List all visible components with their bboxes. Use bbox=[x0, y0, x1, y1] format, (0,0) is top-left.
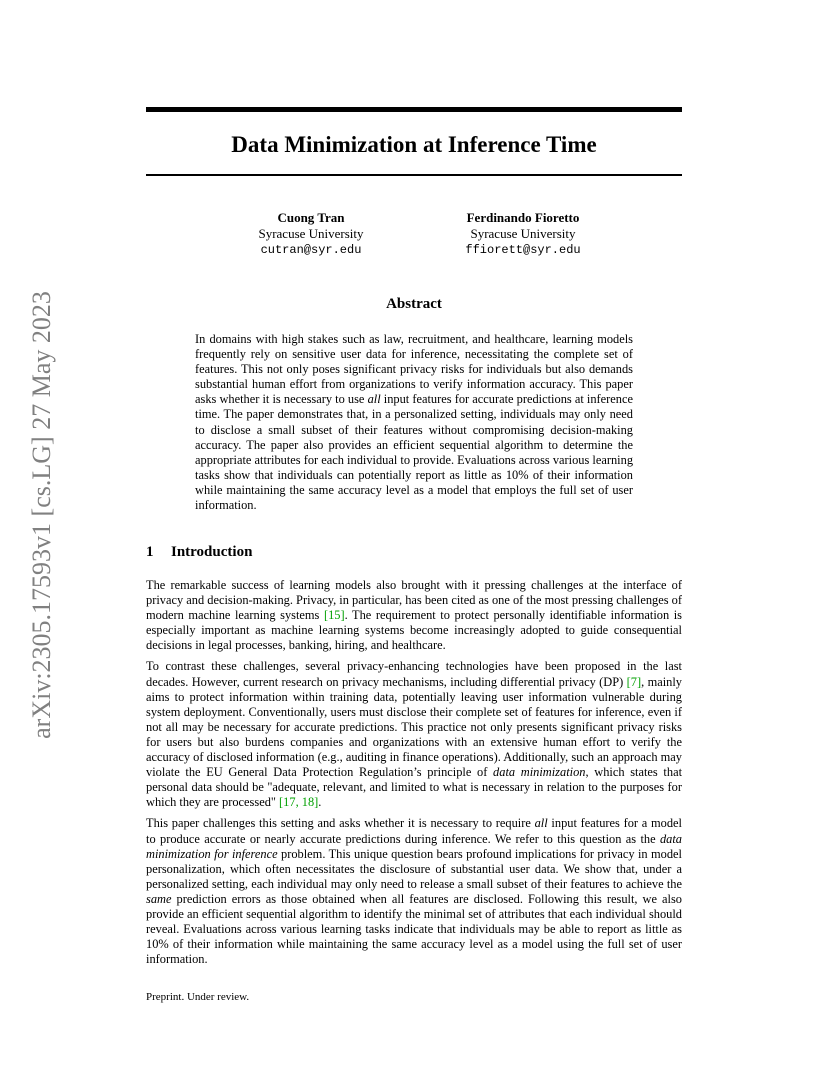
abstract-text bbox=[195, 332, 633, 513]
citation-link[interactable]: [15] bbox=[323, 608, 345, 623]
paper-title: Data Minimization at Inference Time bbox=[231, 132, 597, 157]
text-segment: . The requirement to protect personally identifiable information is especially important as machine learning systems become increasingly adopted to guide consequential decisions in legal processes, banking, hiring, and healthcare. bbox=[146, 608, 682, 653]
arxiv-identifier: arXiv:2305.17593v1 [cs.LG] 27 May 2023 bbox=[27, 291, 56, 739]
text-segment: prediction errors as those obtained when all features are disclosed. Following this result, we also provide an efficient sequential algorithm to identify the minimal set of attributes that each individual should reveal. Evaluations across various learning tasks indicate that individuals may be able to report as little as 10% of their information while maintaining the same accuracy level as a model using the full set of user information. bbox=[146, 891, 682, 967]
text-segment: input features for a model to produce accurate or nearly accurate predictions during inference. We refer to this question as the bbox=[146, 816, 682, 846]
arxiv-sidebar bbox=[22, 270, 62, 760]
paragraph bbox=[146, 578, 682, 653]
author-block bbox=[438, 210, 608, 258]
body-text bbox=[146, 578, 682, 973]
text-segment: To contrast these challenges, several privacy-enhancing technologies have been proposed in the last decades. However, current research on privacy mechanisms, including differential privacy (DP) bbox=[146, 659, 682, 689]
paragraph bbox=[146, 659, 682, 810]
text-segment: problem. This unique question bears profound implications for privacy in model personalization, which often necessitates the disclosure of substantial user data. We show that, under a personalized setting, each individual may only need to release a small subset of their features to achieve the bbox=[146, 846, 682, 891]
author-block bbox=[226, 210, 396, 258]
text-emphasis: data minimization bbox=[493, 765, 586, 780]
abstract-emphasis: all bbox=[367, 392, 381, 407]
author-name: Ferdinando Fioretto bbox=[466, 210, 580, 225]
author-affiliation: Syracuse University bbox=[258, 226, 364, 241]
text-emphasis: data minimization for inference bbox=[146, 831, 682, 861]
abstract-segment: input features for accurate predictions at inference time. The paper demonstrates that, in a personalized setting, individuals may only need to disclose a small subset of their features without compromising decision-making accuracy. The paper also provides an efficient sequential algorithm to determine the appropriate attributes for each individual to provide. Evaluations across various learning tasks show that individuals can potentially report as little as 10% of their information while maintaining the same accuracy level as a model that employs the full set of user information. bbox=[195, 392, 634, 513]
title-bottom-rule bbox=[146, 174, 682, 176]
text-segment: . bbox=[318, 795, 322, 810]
author-email: cutran@syr.edu bbox=[260, 243, 362, 257]
abstract-segment: In domains with high stakes such as law, recruitment, and healthcare, learning models frequently rely on sensitive user data for inference, necessitating the complete set of features. This not only poses significant privacy risks for individuals but also demands substantial human effort from organizations to verify information accuracy. This paper asks whether it is necessary to use bbox=[195, 332, 633, 407]
text-segment: This paper challenges this setting and asks whether it is necessary to require bbox=[146, 816, 535, 831]
section-number: 1 bbox=[146, 544, 154, 560]
author-email: ffiorett@syr.edu bbox=[465, 243, 581, 257]
text-segment: , which states that personal data should be "adequate, relevant, and limited to what is necessary in relation to the purposes for which they are processed" bbox=[146, 765, 683, 810]
footer-note: Preprint. Under review. bbox=[146, 991, 250, 1003]
text-segment: The remarkable success of learning models also brought with it pressing challenges at the interface of privacy and decision-making. Privacy, in particular, has been cited as one of the most pressing challenges of modern machine learning systems bbox=[146, 578, 682, 623]
text-emphasis: same bbox=[146, 891, 172, 906]
section-heading bbox=[146, 542, 252, 562]
section-title: Introduction bbox=[171, 544, 253, 560]
text-emphasis: all bbox=[534, 816, 548, 831]
title-top-rule bbox=[146, 107, 682, 112]
citation-link[interactable]: [7] bbox=[626, 674, 642, 689]
author-affiliation: Syracuse University bbox=[470, 226, 576, 241]
abstract-heading: Abstract bbox=[386, 296, 442, 312]
author-name: Cuong Tran bbox=[277, 210, 345, 225]
text-segment: , mainly aims to protect information within training data, potentially leaving user information vulnerable during system deployment. Conventionally, users must disclose their complete set of features for inference, even if not all may be necessary for accurate predictions. This practice not only presents significant privacy risks for users but also burdens companies and organizations with an extensive human effort to verify the accuracy of disclosed information (e.g., auditing in finance operations). Additionally, such an approach may violate the EU General Data Protection Regulation’s principle of bbox=[146, 674, 683, 780]
citation-link[interactable]: [17, 18] bbox=[279, 795, 319, 810]
paragraph bbox=[146, 816, 682, 967]
